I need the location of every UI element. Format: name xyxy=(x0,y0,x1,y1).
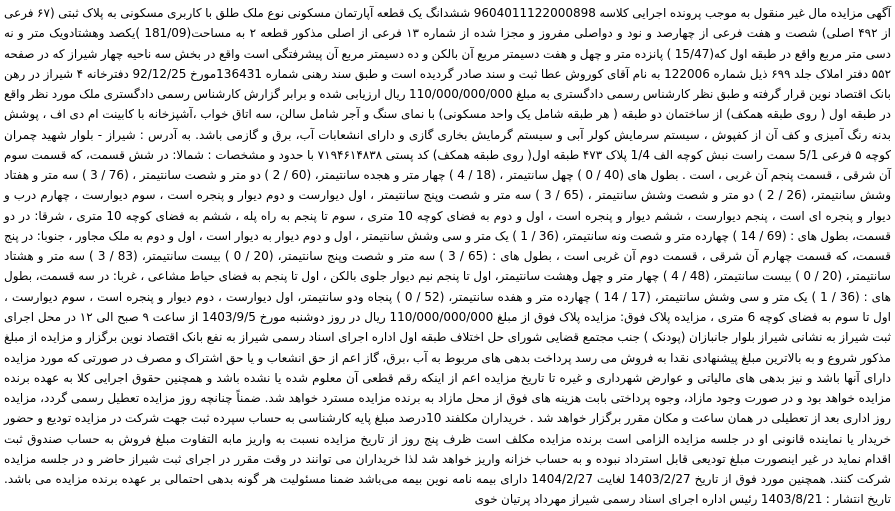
auction-notice-text: آگهی مزایده مال غیر منقول به موجب پرونده اجرایی کلاسه 9604011122000898 ششدانگ یک قطعه آپارتمان مسکونی نوع ملک طلق با کاربری مسکونی به پلاک ثبتی (۶۷ فرعی از ۴۹۲ اصلی) شصت و هفت فرعی از چهارصد و نود و دواصلی مفروز و مجزا شده از شماره ۱۳ فرعی از اصلی مذکور قطعه ۲ به مساحت(181/09 )یکصد وهشتادویک متر و نه دسی متر مربع واقع در طبقه اول که(15/47 ) پانزده متر و چهل و هفت دسیمتر مربع آن بالکن و ده دسیمتر مربع آن پیشرفتگی است واقع در بخش سه ناحیه چهار شیراز که در صفحه ۵۵۲ دفتر املاک جلد ۶۹۹ ذیل شماره 122006 به نام آقای کوروش عطا ثبت و سند صادر گردیده است و طبق سند رهنی شماره 136431مورخ 92/12/25 دفترخانه ۴ شیراز در رهن بانک اقتصاد نوین قرار گرفته و طبق نظر کارشناس رسمی دادگستری به مبلغ 110/000/000/000 ریال ارزیابی شده و برابر گزارش کارشناس رسمی دادگستری ملک مورد نظر واقع در طبقه اول ( روی طبقه همکف) از ساختمان دو طبقه ( هر طبقه شامل یک واحد مسکونی) با نمای سنگ و آجر شامل سالن، سه اتاق خواب ،آشپزخانه با کابینت ام دی اف ، پوشش بدنه رنگ آمیزی و کف آن از کفپوش ، سیستم سرمایش کولر آبی و سیستم گرمایش بخاری گازی و دارای انشعابات آب، برق و گازمی باشد. به آدرس : شیراز - بلوار شهید چمران کوچه ۵ فرعی 5/1 سمت راست نبش کوچه الف 1/4 پلاک ۴۷۳ طبقه اول( روی طبقه همکف) کد پستی ۷۱۹۴۶۱۴۸۳۸ با حدود و مشخصات : شمالا: در شش قسمت، که قسمت سوم آن شرقی ، قسمت پنجم آن غربی ، است . بطول های (40 / 0 ) چهل سانتیمتر ، (18 / 4 ) چهار متر و هجده سانتیمتر، (60 / 2 ) دو متر و شصت سانتیمتر ، (76 / 3 ) سه متر و هفتاد وشش سانتیمتر، (26 / 2 ) دو متر و شصت وشش سانتیمتر ، (65 / 3 ) سه متر و شصت وپنج سانتیمتر ، اول دیوارست و دوم دیوار و پنجره است ، سوم دیوارست ، چهارم درب و دیوار و پنجره ای است ، پنجم دیوارست ، ششم دیوار و پنجره است ، اول و دوم به فضای کوچه 10 متری ، سوم تا پنجم به راه پله ، ششم به فضای کوچه 10 متری ، شرقا: در دو قسمت، بطول های : (69 / 14 ) چهارده متر و شصت ونه سانتیمتر، (36 / 1 ) یک متر و سی وشش سانتیمتر ، اول و دوم دیوار به دیوار است ، اول و دوم به ملک مجاور ، جنوبا: در پنج قسمت، که قسمت چهارم آن شرقی ، قسمت دوم آن غربی است ، بطول های : (65 / 3 ) سه متر و شصت وپنج سانتیمتر، (20 / 0 ) بیست سانتیمتر، (83 / 3 ) سه متر و هشتاد سانتیمتر، (20 / 0 ) بیست سانتیمتر، (48 / 4 ) چهار متر و چهل وهشت سانتیمتر، اول تا پنجم نیم دیوار جلوی بالکن ، اول تا پنجم به فضای حیاط مشاعی ، غربا: در سه قسمت، بطول های : (36 / 1 ) یک متر و سی وشش سانتیمتر، (17 / 14 ) چهارده متر و هفده سانتیمتر، (52 / 0 ) پنجاه ودو سانتیمتر، اول دیوارست ، دوم دیوار و پنجره است ، سوم دیوارست ، اول تا سوم به فضای کوچه 6 متری ، مزایده پلاک فوق: مزایده پلاک فوق از مبلغ 110/000/000/000 ریال در روز دوشنبه مورخ 1403/9/5 از ساعت ۹ صبح الی ۱۲ در محل اجرای ثبت شیراز به نشانی شیراز بلوار جانبازان (پودنک ) جنب مجتمع قضایی شورای حل اختلاف طبقه اول اداره اجرای اسناد رسمی شیراز به نفع بانک اقتصاد نوین برگزار و مزایده از مبلغ مذکور شروع و به بالاترین مبلغ پیشنهادی نقدا به فروش می رسد پرداخت بدهی های مربوط به آب ،برق، گاز اعم از حق انشعاب و یا حق اشتراک و مصرف در صورتی که مورد مزایده دارای آنها باشد و نیز بدهی های مالیاتی و عوارض شهرداری و غیره تا تاریخ مزایده اعم از اینکه رقم قطعی آن معلوم شده یا نشده باشد و همچنین حقوق اجرایی کلا به عهده برنده مزایده خواهد بود و در صورت وجود مازاد، وجوه پرداختی بابت هزینه های فوق از محل مازاد به برنده مزایده مسترد خواهد شد. ضمناً چنانچه روز مزایده تعطیل رسمی گردد، مزایده روز اداری بعد از تعطیلی در همان ساعت و مکان مقرر برگزار خواهد شد . خریداران مکلفند 10درصد مبلغ پایه کارشناسی به حساب سپرده ثبت جهت شرکت در مزایده تودیع و حضور خریدار یا نماینده قانونی او در جلسه مزایده الزامی است برنده مزایده مکلف است ظرف پنج روز از تاریخ مزایده نسبت به واریز مابه التفاوت مبلغ فروش به حساب صندوق ثبت اقدام نماید در غیر اینصورت مبلغ تودیعی قابل استرداد نبوده و به حساب خزانه واریز خواهد شد لذا خریداران می توانند در وقت مقرر در اجرای ثبت شیراز حاضر و در جلسه مزایده شرکت کنند. همچنین مورد فوق از تاریخ 1403/2/27 لغایت 1404/2/27 دارای بیمه نامه نوین بیمه می‌باشد ضمنا مسئولیت هر گونه بدهی احتمالی بر عهده برنده مزایده می باشد. تاریخ انتشار : 1403/8/21 رئیس اداره اجرای اسناد رسمی شیراز مهرداد پرتیان خوی xyxy=(4,6,892,507)
